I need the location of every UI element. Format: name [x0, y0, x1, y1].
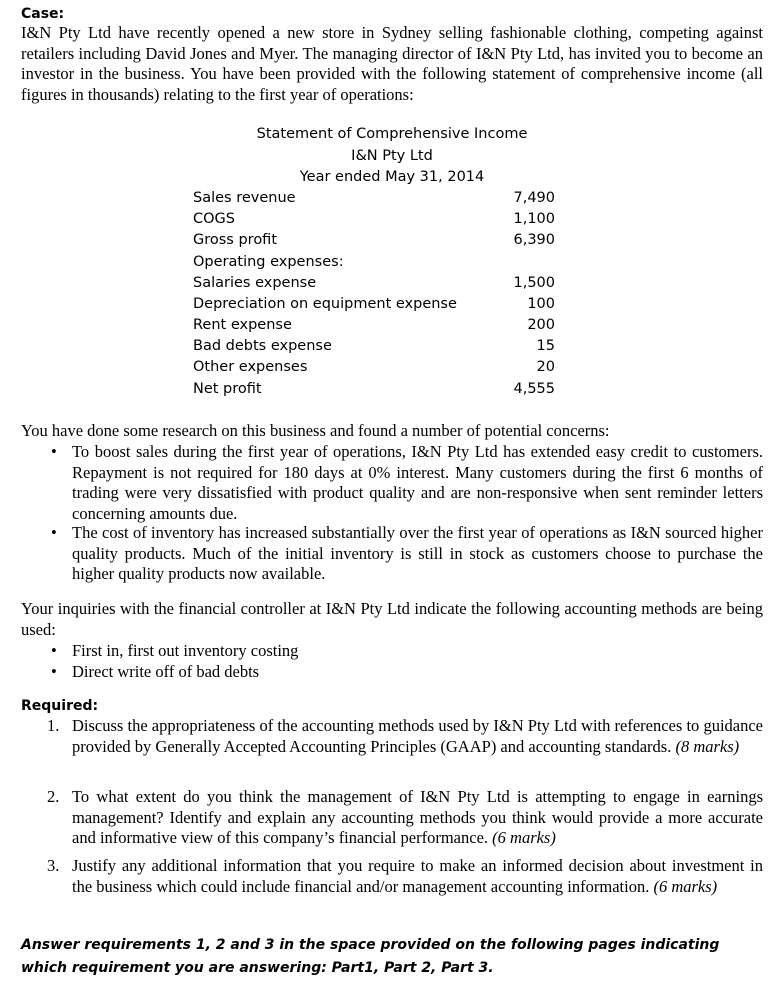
- statement-row-net-profit: [193, 381, 555, 402]
- research-bullet-credit: [51, 442, 763, 524]
- statement-row-other-expenses: [193, 359, 555, 380]
- statement-row-value: 15: [536, 338, 555, 354]
- required-item-body: Discuss the appropriateness of the accounting methods used by I&N Pty Ltd with references to guidance provided by Generally Accepted Accounting Principles (GAAP) and accounting standards.: [72, 716, 763, 756]
- inquiries-bullet-fifo: [51, 641, 763, 662]
- statement-row-value: 6,390: [513, 232, 555, 248]
- bullet-text: Direct write off of bad debts: [72, 662, 260, 681]
- required-item-3: [47, 856, 763, 897]
- statement-row-value: 1,100: [513, 211, 555, 227]
- required-item-marks: (6 marks): [653, 876, 718, 896]
- statement-row-rent-expense: [193, 317, 555, 338]
- statement-row-label: Operating expenses:: [193, 254, 344, 270]
- statement-row-salaries-expense: [193, 275, 555, 296]
- statement-row-label: Gross profit: [193, 232, 278, 248]
- inquiries-bullet-write-off: [51, 662, 763, 683]
- required-item-text: [72, 716, 763, 757]
- statement-row-label: Net profit: [193, 381, 262, 397]
- bullet-text: To boost sales during the first year of operations, I&N Pty Ltd has extended easy credit to customers. Repayment is not required for 180 days at 0% interest. Many customers during the first 6 months of trading were very dissatisfied with product quality and are non-responsive when sent reminder letters concerning amounts due.: [72, 442, 763, 523]
- statement-row-value: 20: [536, 359, 555, 375]
- statement-row-value: 1,500: [513, 275, 555, 291]
- case-label: Case:: [21, 6, 65, 22]
- statement-row-value: 7,490: [513, 190, 555, 206]
- bullet-icon: •: [51, 442, 57, 461]
- statement-row-label: Other expenses: [193, 359, 308, 375]
- bullet-text: The cost of inventory has increased substantially over the first year of operations as I&N sourced higher quality products. Much of the initial inventory is still in stock as customers choose to purchase the higher quality products now available.: [72, 523, 763, 583]
- required-label: Required:: [21, 698, 99, 714]
- required-item-number: 1.: [47, 716, 60, 735]
- required-item-marks: (8 marks): [675, 736, 740, 756]
- statement-row-label: Depreciation on equipment expense: [193, 296, 457, 312]
- required-item-text: [72, 856, 763, 897]
- case-intro-paragraph: I&N Pty Ltd have recently opened a new store in Sydney selling fashionable clothing, competing against retailers including David Jones and Myer. The managing director of I&N Pty Ltd, has invited you to become an investor in the business. You have been provided with the following statement of comprehensive income (all figures in thousands) relating to the first year of operations:: [21, 23, 763, 104]
- statement-row-bad-debts: [193, 338, 555, 359]
- statement-row-depreciation: [193, 296, 555, 317]
- statement-row-cogs: [193, 211, 555, 232]
- statement-row-sales-revenue: [193, 190, 555, 211]
- required-item-1: [47, 716, 763, 757]
- required-item-body: To what extent do you think the management of I&N Pty Ltd is attempting to engage in earnings management? Identify and explain any accounting methods you think would provide a more accurate and informative view of this company’s financial performance.: [72, 787, 763, 847]
- required-item-2: [47, 787, 763, 849]
- required-item-text: [72, 787, 763, 849]
- bullet-icon: •: [51, 523, 57, 542]
- bullet-icon: •: [51, 641, 57, 660]
- required-item-marks: (6 marks): [492, 828, 556, 847]
- statement-row-label: Rent expense: [193, 317, 292, 333]
- research-bullet-inventory: [51, 523, 763, 585]
- statement-row-value: 4,555: [513, 381, 555, 397]
- inquiries-intro: Your inquiries with the financial controller at I&N Pty Ltd indicate the following accounting methods are being used:: [21, 599, 763, 639]
- required-item-body: Justify any additional information that you require to make an informed decision about investment in the business which could include financial and/or management accounting information.: [72, 856, 763, 896]
- statement-row-label: Sales revenue: [193, 190, 296, 206]
- statement-row-operating-expenses: [193, 254, 555, 275]
- statement-row-label: COGS: [193, 211, 235, 227]
- statement-row-label: Bad debts expense: [193, 338, 332, 354]
- statement-row-label: Salaries expense: [193, 275, 317, 291]
- statement-period: Year ended May 31, 2014: [299, 169, 485, 185]
- required-item-number: 3.: [47, 856, 60, 875]
- research-intro: You have done some research on this business and found a number of potential concerns:: [21, 421, 610, 440]
- required-item-number: 2.: [47, 787, 60, 806]
- bullet-text: First in, first out inventory costing: [72, 641, 299, 660]
- bullet-icon: •: [51, 662, 57, 681]
- statement-row-value: 200: [527, 317, 555, 333]
- statement-title: Statement of Comprehensive Income: [256, 126, 528, 142]
- statement-row-gross-profit: [193, 232, 555, 253]
- statement-row-value: 100: [527, 296, 555, 312]
- answer-instructions: Answer requirements 1, 2 and 3 in the space provided on the following pages indicating which requirement you are answering: Part1, Part 2, Part 3.: [21, 937, 720, 976]
- statement-company: I&N Pty Ltd: [351, 148, 433, 164]
